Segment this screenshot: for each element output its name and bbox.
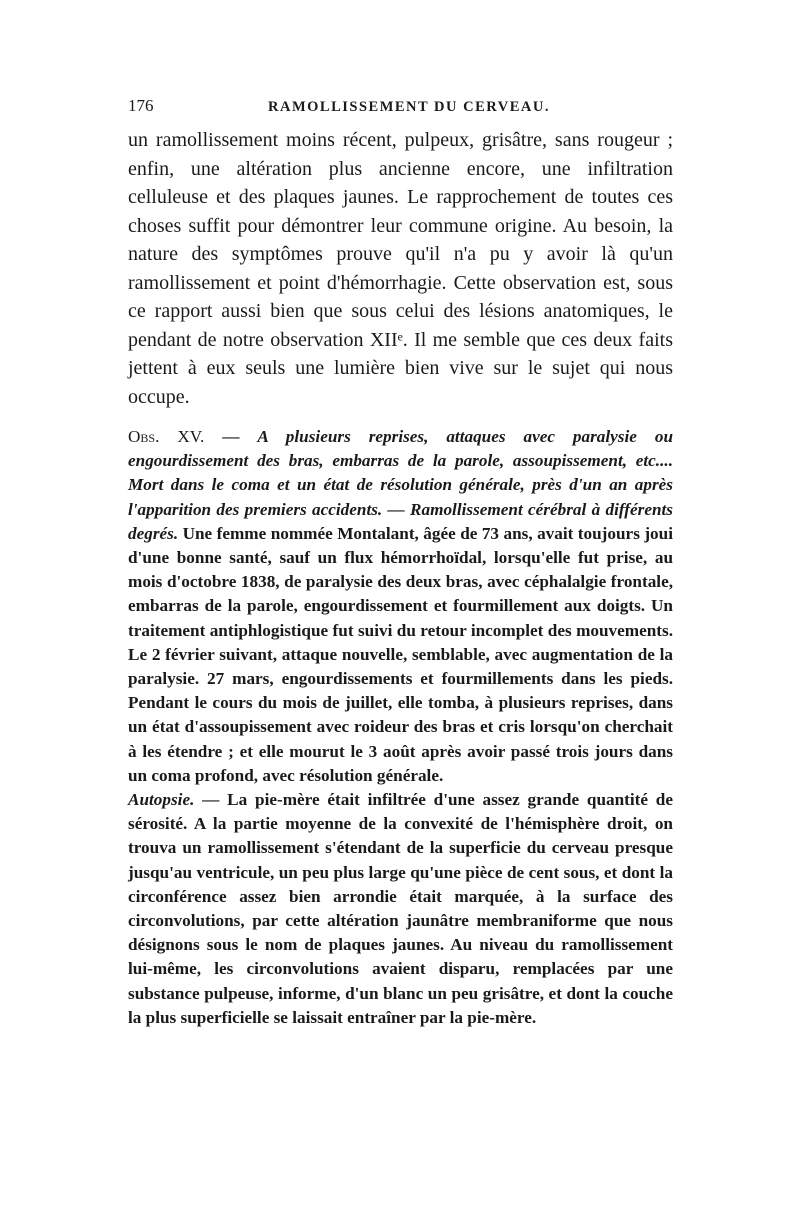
observation-xv [128, 425, 673, 1030]
page-number: 176 [128, 96, 154, 115]
autopsy-text: — La pie-mère était infiltrée d'une assez grande quantité de sérosité. A la partie moyenne de la convexité de l'hémisphère droit, on trouva un ramollissement s'étendant de la superficie du cerveau presque jusqu'au ventricule, un peu plus large qu'une pièce de cent sous, et dont la circonférence assez bien arrondie était marquée, à la surface des circonvolutions, par cette altération jaunâtre membraniforme que nous désignons sous le nom de plaques jaunes. Au niveau du ramollissement lui-même, les circonvolutions avaient disparu, remplacées par une substance pulpeuse, informe, d'un blanc un peu grisâtre, et dont la couche la plus superficielle se laissait entraîner par la pie-mère. [128, 790, 673, 1027]
observation-label: Obs. XV. [128, 427, 205, 446]
book-page [128, 96, 673, 1030]
running-head: RAMOLLISSEMENT DU CERVEAU. [268, 99, 550, 115]
observation-text: Une femme nommée Montalant, âgée de 73 ans, avait toujours joui d'une bonne santé, sauf un flux hémorrhoïdal, lorsqu'elle fut prise, au mois d'octobre 1838, de paralysie des deux bras, avec céphalalgie frontale, embarras de la parole, engourdissement et fourmillement aux doigts. Un traitement antiphlogistique fut suivi du retour incomplet des mouvements. Le 2 février suivant, attaque nouvelle, semblable, avec augmentation de la paralysie. 27 mars, engourdissements et fourmillements dans les pieds. Pendant le cours du mois de juillet, elle tomba, à plusieurs reprises, dans un état d'assoupissement avec roideur des bras et cris lorsqu'on cherchait à les étendre ; et elle mourut le 3 août après avoir passé trois jours dans un coma profond, avec résolution générale. [128, 523, 673, 785]
observation-summary: A plusieurs reprises, attaques avec paralysie ou engourdissement des bras, embarras de la parole, assoupissement, etc.... Mort dans le coma et un état de résolution générale, près d'un an après l'apparition des premiers accidents. — Ramollissement cérébral à différents degrés. [128, 427, 673, 543]
autopsy-paragraph [128, 788, 673, 1030]
page-header [128, 96, 673, 126]
observation-paragraph [128, 425, 673, 788]
autopsy-label: Autopsie. [128, 790, 195, 810]
paragraph-continuation: un ramollissement moins récent, pulpeux, grisâtre, sans rougeur ; enfin, une altération plus ancienne encore, une infiltration celluleuse et des plaques jaunes. Le rapprochement de toutes ces choses suffit pour démontrer leur commune origine. Au besoin, la nature des symptômes prouve qu'il n'a pu y avoir là qu'un ramollissement et point d'hémorrhagie. Cette observation est, sous ce rapport aussi bien que sous celui des lésions anatomiques, le pendant de notre observation XIIᵉ. Il me semble que ces deux faits jettent à eux seuls une lumière bien vive sur le sujet qui nous occupe. [128, 129, 673, 408]
observation-dash: — [204, 427, 258, 446]
